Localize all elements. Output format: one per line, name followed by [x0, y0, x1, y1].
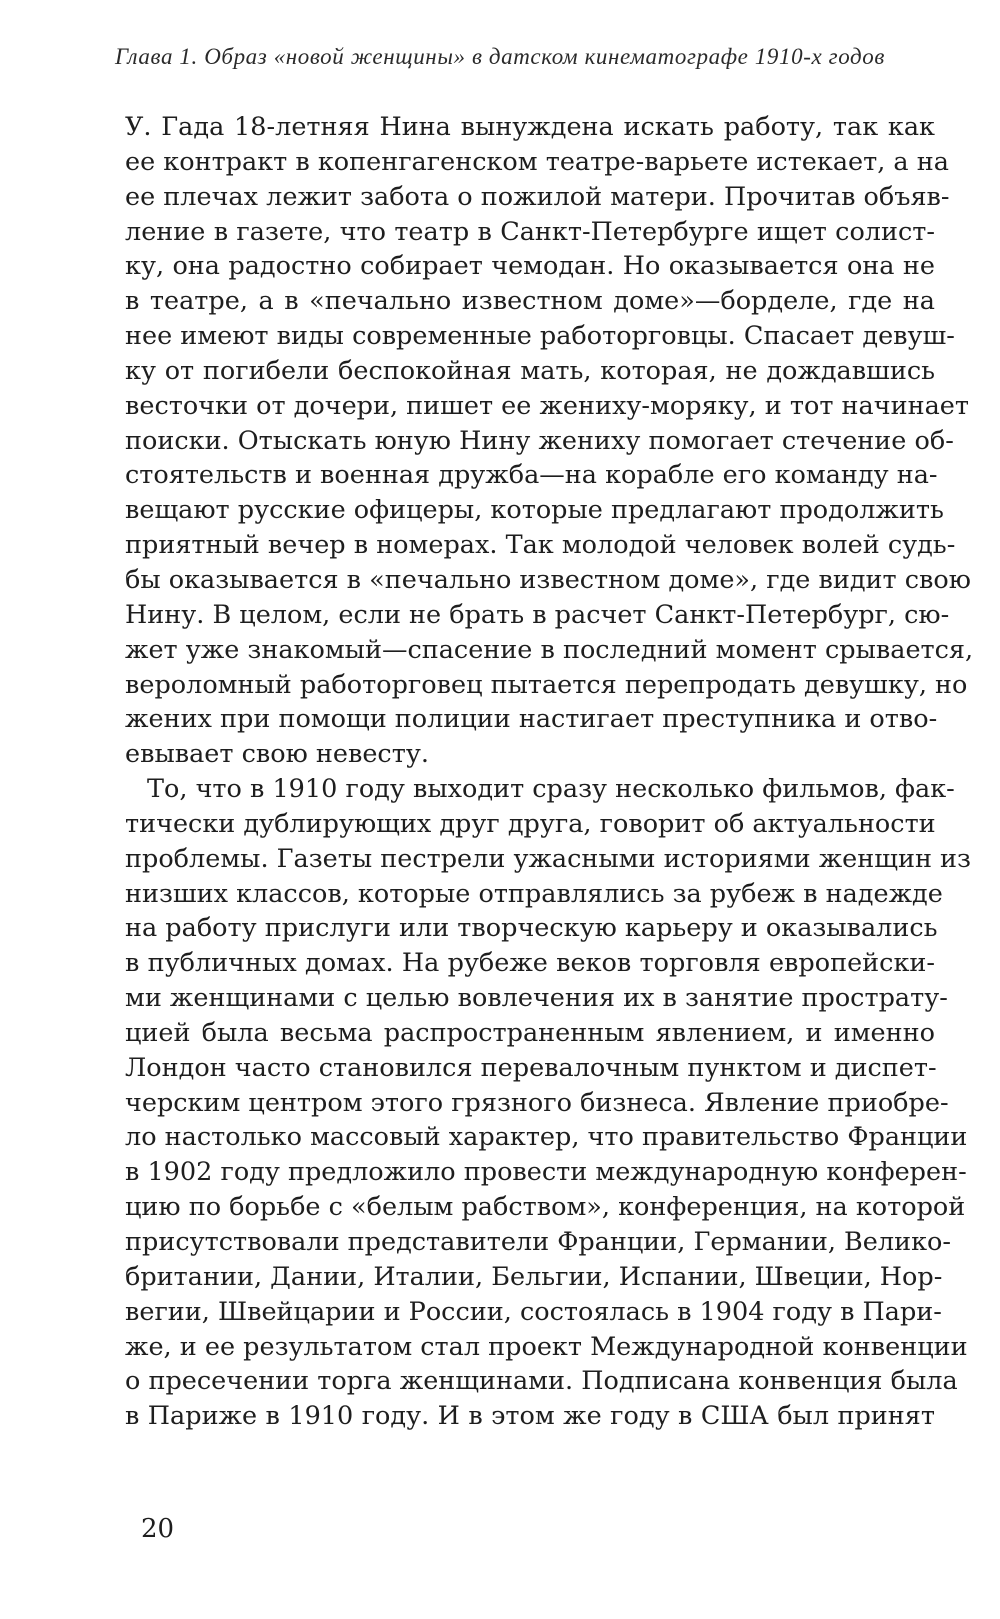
text-line: жених при помощи полиции настигает преступника и отво-	[125, 704, 938, 735]
text-line: У. Гада 18-летняя Нина вынуждена искать работу, так как	[125, 112, 935, 142]
text-line: вероломный работорговец пытается перепродать девушку, но	[125, 669, 968, 700]
text-line: евывает свою невесту.	[125, 739, 429, 770]
text-line: цией была весьма распространенным явлением, и именно	[125, 1017, 935, 1048]
text-line: ло настолько массовый характер, что правительство Франции	[125, 1122, 968, 1153]
text-line: приятный вечер в номерах. Так молодой человек волей судь-	[125, 530, 956, 561]
text-line: в Париже в 1910 году. И в этом же году в США был принят	[125, 1401, 935, 1432]
paragraph-1	[125, 110, 974, 772]
text-line: присутствовали представители Франции, Германии, Велико-	[125, 1227, 951, 1257]
text-line: ку, она радостно собирает чемодан. Но оказывается она не	[125, 251, 935, 282]
text-line: ми женщинами с целью вовлечения их в занятие прострату-	[125, 983, 948, 1014]
body-text	[125, 110, 974, 1434]
text-line: ку от погибели беспокойная мать, которая, не дождавшись	[125, 355, 935, 386]
text-line: о пресечении торга женщинами. Подписана конвенция была	[125, 1366, 958, 1397]
running-head: Глава 1. Образ «новой женщины» в датском кинематографе 1910-х годов	[115, 44, 885, 69]
text-line: британии, Дании, Италии, Бельгии, Испании, Швеции, Нор-	[125, 1261, 943, 1292]
text-line: проблемы. Газеты пестрели ужасными историями женщин из	[125, 843, 971, 874]
text-line: же, и ее результатом стал проект Международной конвенции	[125, 1331, 968, 1362]
page-number: 20	[141, 1514, 175, 1544]
text-line: стоятельств и военная дружба—на корабле его команду на-	[125, 460, 938, 491]
text-line: нее имеют виды современные работорговцы. Спасает девуш-	[125, 321, 955, 352]
text-line: поиски. Отыскать юную Нину жениху помогает стечение об-	[125, 425, 954, 456]
text-line: вещают русские офицеры, которые предлагают продолжить	[125, 495, 944, 526]
text-line: цию по борьбе с «белым рабством», конференция, на которой	[125, 1192, 966, 1223]
paragraph-2	[125, 772, 971, 1434]
text-line: в 1902 году предложило провести международную конферен-	[125, 1157, 967, 1188]
text-line: Лондон часто становился перевалочным пунктом и диспет-	[125, 1052, 937, 1083]
text-line: тически дублирующих друг друга, говорит об актуальности	[125, 808, 936, 839]
text-line: ее плечах лежит забота о пожилой матери. Прочитав объяв-	[125, 181, 950, 212]
text-line: в публичных домах. На рубеже веков торговля европейски-	[125, 948, 935, 979]
text-line: вегии, Швейцарии и России, состоялась в 1904 году в Пари-	[125, 1296, 942, 1327]
text-line: низших классов, которые отправлялись за рубеж в надежде	[125, 878, 943, 909]
text-line: черским центром этого грязного бизнеса. Явление приобре-	[125, 1087, 949, 1118]
text-line: Нину. В целом, если не брать в расчет Санкт-Петербург, сю-	[125, 599, 950, 630]
text-line: в театре, а в «печально известном доме»—борделе, где на	[125, 286, 935, 317]
text-line: на работу прислуги или творческую карьеру и оказывались	[125, 913, 938, 944]
text-line: ее контракт в копенгагенском театре-варьете истекает, а на	[125, 146, 949, 177]
text-line: ление в газете, что театр в Санкт-Петербурге ищет солист-	[125, 216, 935, 247]
text-line: жет уже знакомый—спасение в последний момент срывается,	[125, 634, 974, 665]
text-line: То, что в 1910 году выходит сразу несколько фильмов, фак-	[147, 774, 955, 805]
text-line: бы оказывается в «печально известном доме», где видит свою	[125, 564, 971, 595]
text-line: весточки от дочери, пишет ее жениху-моряку, и тот начинает	[125, 390, 969, 421]
